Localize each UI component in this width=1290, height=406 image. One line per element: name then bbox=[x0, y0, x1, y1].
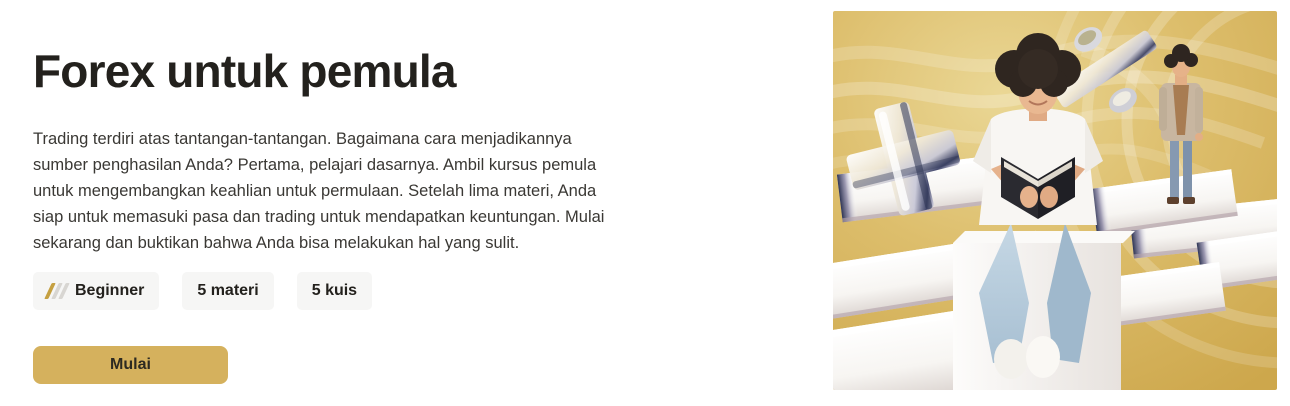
description-line: sekarang dan buktikan bahwa Anda bisa melakukan hal yang sulit. bbox=[33, 234, 520, 252]
badge-quizzes bbox=[297, 272, 372, 310]
description-line: siap untuk memasuki pasa dan trading untuk mendapatkan keuntungan. Mulai bbox=[33, 208, 605, 226]
badge-level bbox=[33, 272, 159, 310]
page-title: Forex untuk pemula bbox=[33, 45, 456, 97]
description-line: sumber penghasilan Anda? Pertama, pelajari dasarnya. Ambil kursus pemula bbox=[33, 156, 597, 174]
start-course-button[interactable]: Mulai bbox=[33, 346, 228, 384]
hero-illustration bbox=[833, 11, 1277, 390]
course-badges-row bbox=[33, 272, 713, 310]
course-info-panel bbox=[33, 0, 713, 384]
course-description bbox=[33, 126, 713, 256]
difficulty-level-icon bbox=[48, 283, 66, 299]
badge-quizzes-label: 5 kuis bbox=[311, 282, 358, 299]
badge-materials-label: 5 materi bbox=[197, 282, 259, 299]
description-line: untuk mengembangkan keahlian untuk permulaan. Setelah lima materi, Anda bbox=[33, 182, 597, 200]
badge-materials bbox=[182, 272, 273, 310]
description-line: Trading terdiri atas tantangan-tantangan. Bagaimana cara menjadikannya bbox=[33, 130, 572, 148]
badge-level-label: Beginner bbox=[75, 282, 145, 299]
